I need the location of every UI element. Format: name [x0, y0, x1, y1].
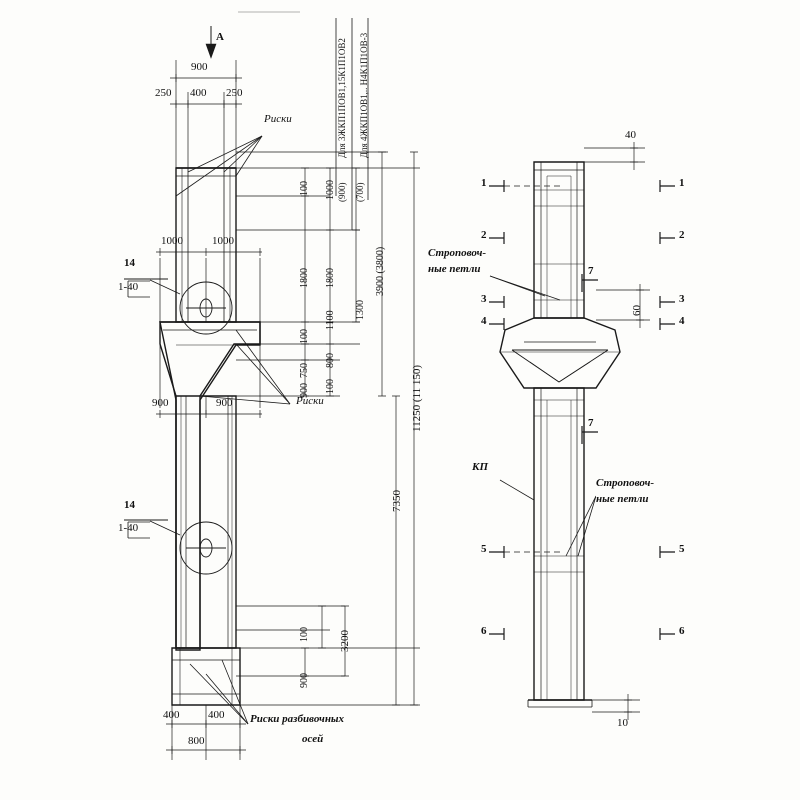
weld-callout-top-num: 14 — [124, 257, 135, 269]
dim-stack-b-4: 1100 — [325, 310, 336, 330]
section-mark-right-2: 2 — [679, 229, 685, 241]
dim-bottom-part-1: 400 — [163, 709, 180, 721]
right-column-outline — [500, 162, 620, 707]
riski-leaders-upper — [176, 136, 262, 196]
dim-right-base-edge: 10 — [617, 717, 628, 729]
section-mark-right-3: 3 — [679, 293, 685, 305]
left-corbel-dimensions — [156, 248, 262, 418]
kp-leader — [500, 480, 534, 500]
section-marks — [489, 180, 675, 640]
dim-stack-b-2: (900) — [337, 182, 347, 202]
section-mark-right-6: 6 — [679, 625, 685, 637]
section-mark-left-2: 2 — [481, 229, 487, 241]
dim-top-total: 900 — [191, 61, 208, 73]
dim-stack-a-5: 900 — [299, 383, 310, 398]
dim-bottom-small-2: 900 — [299, 673, 310, 688]
riski-label-upper: Риски — [264, 113, 292, 125]
section-mark-left-3: 3 — [481, 293, 487, 305]
dim-corbel-lower-1: 900 — [152, 397, 169, 409]
kp-label: КП — [472, 461, 489, 473]
sling-loops-bottom-line1: Строповоч- — [596, 477, 655, 489]
dim-right-corbel-height: 60 — [631, 305, 643, 316]
sling-loops-top-line2: ные петли — [428, 263, 481, 275]
riski-axes-label-2: осей — [302, 733, 324, 745]
dim-stack-c-2: 3900 (3800) — [375, 246, 386, 296]
riski-label-corbel: Риски — [296, 395, 324, 407]
riski-axes-label-1: Риски разбивочных — [250, 713, 345, 725]
riski-leaders-corbel — [200, 330, 290, 404]
view-arrow-label-a: A — [216, 31, 224, 43]
dim-right-top-edge: 40 — [625, 129, 636, 141]
dim-stack-b-6: 100 — [325, 379, 336, 394]
left-column-outline — [160, 168, 260, 705]
dim-overall-11250: 11250 (11 150) — [411, 364, 423, 432]
section-mark-left-5: 5 — [481, 543, 487, 555]
weld-callout-bot-num: 14 — [124, 499, 135, 511]
dim-stack-c-1: (700) — [355, 182, 365, 202]
left-top-dimensions — [170, 60, 242, 168]
section-reference-lines — [504, 186, 560, 552]
section-mark-mid-lower: 7 — [588, 417, 594, 429]
dim-stack-a-3: 100 — [299, 329, 310, 344]
dim-top-part-1: 250 — [155, 87, 172, 99]
dim-stack-a-2: 1800 — [299, 268, 310, 288]
section-mark-left-6: 6 — [481, 625, 487, 637]
left-vertical-dim-chains — [236, 152, 420, 705]
dim-stack-b-1: 1000 — [325, 180, 336, 200]
dim-bottom-part-2: 400 — [208, 709, 225, 721]
dim-corbel-width-2: 1000 — [212, 235, 234, 247]
view-arrow-a — [206, 26, 216, 58]
vertical-note-2: Для 4ЖКП1ОВ1,.. Н4К1П1ОВ-3 — [359, 32, 369, 158]
weld-callout-top-den: 1-40 — [118, 281, 139, 293]
section-mark-left-1: 1 — [481, 177, 487, 189]
dim-bottom-total: 800 — [188, 735, 205, 747]
dim-bottom-block-3200: 3200 — [339, 630, 351, 652]
vertical-note-1: Для 3ЖКП1ПОВ1,15К1П1ОВ2 — [337, 38, 347, 158]
dim-corbel-width-1: 1000 — [161, 235, 183, 247]
dim-overall-7350: 7350 — [391, 490, 403, 512]
sling-loops-top-line1: Строповоч- — [428, 247, 487, 259]
dim-stack-b-5: 800 — [325, 353, 336, 368]
right-view-dimensions — [584, 142, 650, 720]
section-mark-right-5: 5 — [679, 543, 685, 555]
dim-top-part-2: 400 — [190, 87, 207, 99]
dim-stack-a-1: 100 — [299, 181, 310, 196]
weld-callout-bot-den: 1-40 — [118, 522, 139, 534]
weld-leaders — [128, 280, 180, 538]
section-mark-left-4: 4 — [481, 315, 487, 327]
sling-loops-bottom-line2: ные петли — [596, 493, 649, 505]
dim-stack-a-4: 750 — [299, 363, 310, 378]
dim-corbel-lower-2: 900 — [216, 397, 233, 409]
dim-stack-c-3: 1300 — [355, 300, 366, 320]
dim-bottom-small-1: 100 — [299, 627, 310, 642]
section-mark-right-4: 4 — [679, 315, 685, 327]
section-mark-mid-upper: 7 — [588, 265, 594, 277]
dim-top-part-3: 250 — [226, 87, 243, 99]
weld-detail-circles — [180, 282, 232, 574]
section-mark-right-1: 1 — [679, 177, 685, 189]
dim-stack-b-3: 1800 — [325, 268, 336, 288]
